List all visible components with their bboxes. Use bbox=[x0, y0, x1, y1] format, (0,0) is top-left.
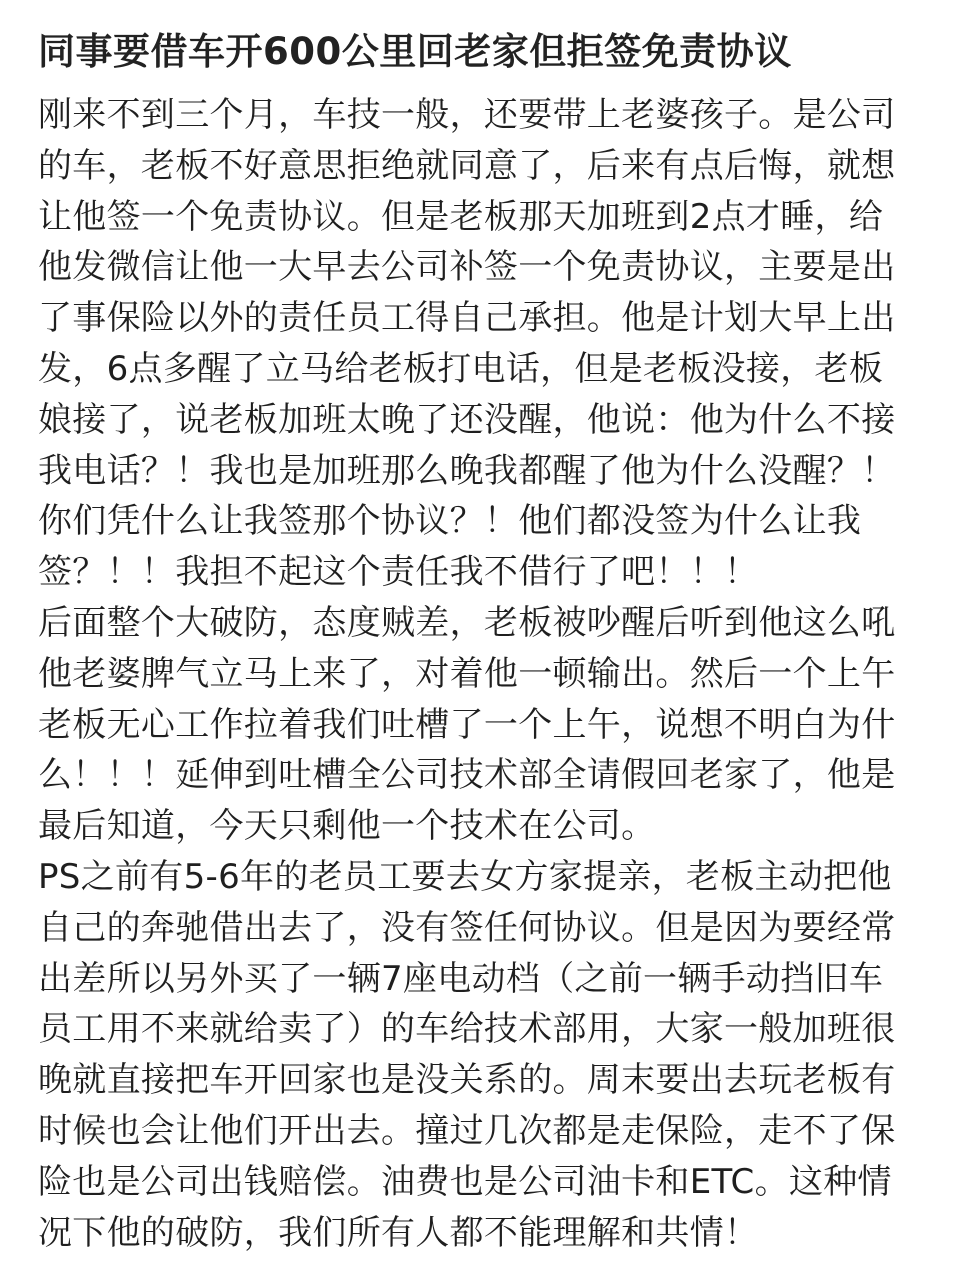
body-line: 么！！！延伸到吐槽全公司技术部全请假回老家了，他是 bbox=[38, 755, 896, 796]
body-line: 你们凭什么让我签那个协议？！他们都没签为什么让我 bbox=[38, 501, 862, 542]
body-line: 时候也会让他们开出去。撞过几次都是走保险，走不了保 bbox=[38, 1110, 896, 1151]
body-line: 他老婆脾气立马上来了，对着他一顿输出。然后一个上午 bbox=[38, 653, 896, 694]
body-line: 了事保险以外的责任员工得自己承担。他是计划大早上出 bbox=[38, 298, 896, 339]
body-line: 我电话？！我也是加班那么晚我都醒了他为什么没醒？！ bbox=[38, 450, 896, 491]
body-line: 自己的奔驰借出去了，没有签任何协议。但是因为要经常 bbox=[38, 907, 896, 948]
body-line: 娘接了，说老板加班太晚了还没醒，他说：他为什么不接 bbox=[38, 399, 896, 440]
body-line: 况下他的破防，我们所有人都不能理解和共情！ bbox=[38, 1212, 759, 1253]
body-line: 后面整个大破防，态度贼差，老板被吵醒后听到他这么吼 bbox=[38, 602, 896, 643]
body-line: 发，6点多醒了立马给老板打电话，但是老板没接，老板 bbox=[38, 348, 884, 389]
body-line: 最后知道，今天只剩他一个技术在公司。 bbox=[38, 806, 656, 847]
body-line: 老板无心工作拉着我们吐槽了一个上午，说想不明白为什 bbox=[38, 704, 896, 745]
body-line: 晚就直接把车开回家也是没关系的。周末要出去玩老板有 bbox=[38, 1060, 896, 1101]
body-line: 他发微信让他一大早去公司补签一个免责协议，主要是出 bbox=[38, 247, 896, 288]
body-line: 员工用不来就给卖了）的车给技术部用，大家一般加班很 bbox=[38, 1009, 896, 1050]
body-line: 刚来不到三个月，车技一般，还要带上老婆孩子。是公司 bbox=[38, 95, 896, 135]
body-line: PS之前有5-6年的老员工要去女方家提亲，老板主动把他 bbox=[38, 856, 892, 897]
post-title: 同事要借车开600公里回老家但拒签免责协议 bbox=[38, 30, 792, 73]
post-body bbox=[38, 90, 938, 1258]
body-line: 让他签一个免责协议。但是老板那天加班到2点才睡，给 bbox=[38, 196, 884, 237]
body-line: 签？！！我担不起这个责任我不借行了吧！！！ bbox=[38, 552, 759, 593]
body-line: 的车，老板不好意思拒绝就同意了，后来有点后悔，就想 bbox=[38, 145, 896, 186]
body-line: 出差所以另外买了一辆7座电动档（之前一辆手动挡旧车 bbox=[38, 958, 884, 999]
body-line: 险也是公司出钱赔偿。油费也是公司油卡和ETC。这种情 bbox=[38, 1161, 892, 1202]
post-container bbox=[38, 24, 938, 1258]
